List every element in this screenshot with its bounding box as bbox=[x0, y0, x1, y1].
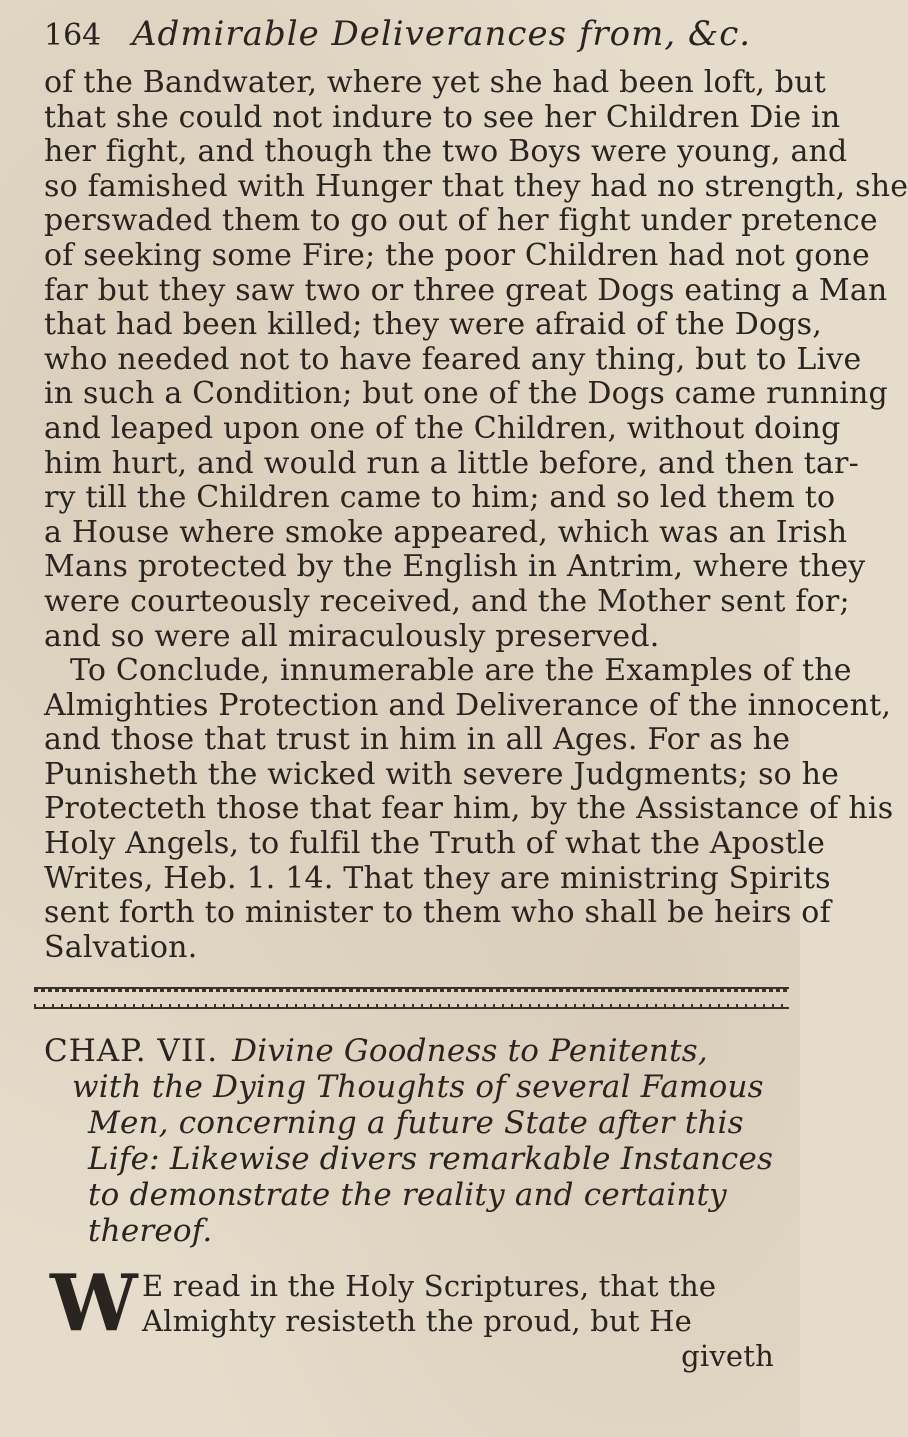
opening-paragraph bbox=[44, 1258, 780, 1373]
text-line: and leaped upon one of the Children, without doing bbox=[44, 410, 841, 446]
text-line: and so were all miraculously preserved. bbox=[44, 618, 660, 654]
text-line: were courteously received, and the Mother sent for; bbox=[44, 583, 850, 619]
text-line: him hurt, and would run a little before, and then tar- bbox=[44, 445, 859, 481]
chapter-heading-first-line bbox=[44, 1033, 780, 1069]
page-number: 164 bbox=[44, 18, 102, 53]
text-line: who needed not to have feared any thing, but to Live bbox=[44, 341, 862, 377]
spacer bbox=[44, 1249, 780, 1269]
paragraph-line: E read in the Holy Scriptures, that the bbox=[142, 1269, 717, 1304]
chapter-heading-line: Divine Goodness to Penitents, bbox=[232, 1033, 708, 1070]
chapter-heading-line: with the Dying Thoughts of several Famous bbox=[72, 1069, 764, 1106]
running-title: Admirable Deliverances from, &c. bbox=[132, 14, 752, 54]
text-line: Punisheth the wicked with severe Judgments; so he bbox=[44, 756, 840, 792]
text-line: that she could not indure to see her Children Die in bbox=[44, 99, 841, 135]
chapter-label: CHAP. VII. bbox=[44, 1033, 219, 1070]
text-line: Holy Angels, to fulfil the Truth of what the Apostle bbox=[44, 826, 826, 862]
text-line: her fight, and though the two Boys were young, and bbox=[44, 134, 848, 170]
text-line: Writes, Heb. 1. 14. That they are ministring Spirits bbox=[44, 860, 831, 896]
ornamental-rule bbox=[34, 987, 789, 1009]
text-line: that had been killed; they were afraid of the Dogs, bbox=[44, 307, 822, 343]
drop-cap: W bbox=[50, 1258, 138, 1350]
body-text bbox=[44, 65, 908, 965]
text-line: Salvation. bbox=[44, 929, 198, 965]
text-line: To Conclude, innumerable are the Examples of the bbox=[70, 653, 852, 689]
text-line: far but they saw two or three great Dogs eating a Man bbox=[44, 272, 888, 308]
text-line: perswaded them to go out of her fight under pretence bbox=[44, 203, 878, 239]
text-line: of the Bandwater, where yet she had been loft, but bbox=[44, 65, 826, 100]
text-line: of seeking some Fire; the poor Children had not gone bbox=[44, 237, 870, 273]
text-line: so famished with Hunger that they had no strength, she bbox=[44, 168, 908, 204]
text-line: and those that trust in him in all Ages. For as he bbox=[44, 722, 791, 758]
text-line: in such a Condition; but one of the Dogs came running bbox=[44, 376, 888, 412]
chapter-heading bbox=[44, 1033, 780, 1249]
chapter-heading-line: Men, concerning a future State after this bbox=[88, 1105, 744, 1142]
paragraph-line: Almighty resisteth the proud, but He bbox=[142, 1304, 692, 1339]
text-line: Mans protected by the English in Antrim, where they bbox=[44, 549, 866, 585]
text-line: sent forth to minister to them who shall be heirs of bbox=[44, 895, 831, 931]
running-head bbox=[44, 14, 780, 60]
text-line: ry till the Children came to him; and so led them to bbox=[44, 480, 836, 516]
catchword: giveth bbox=[681, 1338, 774, 1373]
chapter-heading-line: to demonstrate the reality and certainty bbox=[88, 1177, 727, 1214]
text-line: a House where smoke appeared, which was an Irish bbox=[44, 514, 848, 550]
chapter-heading-line: thereof. bbox=[88, 1213, 213, 1250]
text-line: Protecteth those that fear him, by the Assistance of his bbox=[44, 791, 894, 827]
chapter-heading-line: Life: Likewise divers remarkable Instances bbox=[88, 1141, 774, 1178]
text-line: Almighties Protection and Deliverance of the innocent, bbox=[44, 687, 892, 723]
